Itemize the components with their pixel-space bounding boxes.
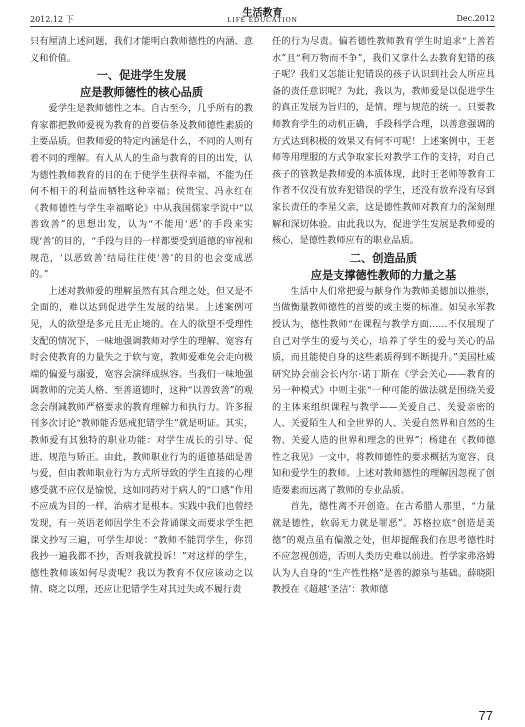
- issue-date-left: 2012.12 下: [30, 15, 74, 24]
- page-number: 77: [478, 708, 493, 723]
- page-header: [30, 6, 495, 28]
- body-paragraph: 爱学生是教师德性之本。自古至今，几乎所有的教育家都把教师爱视为教育的首要信条及教师德性素质的主要品质。但教师爱的特定内涵是什么，不同的人则有着不同的理解。有人从人的生命与教育的目的出发，认为德性教师教育的目的在于使学生获得幸福，不能为任何不相干的利益而牺牲这种幸福；侯贵宝、冯永红在《教师德性与学生幸福略论》中从我国儒家学说中“以善致善”的思想出发，认为“不能用‘恶’的手段来实现‘善’的目的，“手段与目的一样都要受到道德的审视和规范，‘以恶致善’结局往往使‘善’的目的也会变成恶的。”: [30, 103, 253, 281]
- magazine-logo: 生活教育: [242, 8, 283, 19]
- issue-date-right: Dec.2012: [456, 14, 495, 23]
- section2-title: 二、创造品质: [349, 251, 418, 265]
- left-column: [30, 34, 253, 599]
- body-paragraph: 任的行为尽责。偏若德性教师教育学生时追求“上善若水”且“利万物而不争”，我们又拿什么去教育犯错的孩子呢？我们又怎能让犯错误的孩子认识到社会人所应具备的责任意识呢？为此，我以为，教师爱是以促进学生的真正发展为旨归的，是情、理与规范的统一。只要教师教育学生的动机正确，手段科学合理，以善意强调的方式达到积极的效果又有何不可呢！上述案例中，王老师等用理服的方式争取家长对教学工作的支持，对自己孩子的管教是教师爱的本质体现，此时王老师等教育工作者不仅没有放弃犯错误的学生，还没有放弃没有尽到家长责任的李星父亲，这是德性教师对教育力的深刻理解和深切体验。由此我以为，促进学生发展是教师爱的核心，是德性教师应有的职业品质。: [272, 36, 495, 247]
- intro-paragraph: 只有厘清上述问题，我们才能明白教师德性的内涵、意义和价值。: [30, 36, 253, 64]
- body-paragraph: 生活中人们常把爱与献身作为教师美德加以推崇，当做衡量教师德性的首要的或主要的标准。如吴永军教授认为，德性教师“在课程与教学方面……不仅展现了自己对学生的爱与关心，培养了学生的爱与关心的品质，而且能使自身的这些素质得到不断提升。”美国杜威研究协会前会长内尔·诺丁斯在《学会关心——教育的另一种模式》中则主张“一种可能的做法就是围绕关爱的主体来组织课程与教学——关爱自己、关爱亲密的人、关爱陌生人和全世界的人、关爱自然界和自然的生物、关爱人造的世界和理念的世界”；杨建在《教师德性之我见》一文中，将教师德性的要求概括为宽容、良知和爱学生的教师。上述对教师德性的理解因忽视了创造要素而远离了教师的专业品质。: [272, 285, 495, 496]
- header-divider: [30, 26, 495, 27]
- body-paragraph: 上述对教师爱的理解虽然有其合理之处，但又是不全面的，难以达到促进学生发展的结果。上述案例可见，人的欲望是多元且无止境的。在人的欲望不受理性支配的情况下，一味地强调教师对学生的理解、宽容有时会使教育的力量失之于软与宽，教师爱难免会走向极端的偏爱与溺爱，宽容会演绎成纵容。当我们一味地强调教师的完美人格、至善道德时，这种“以善致善”的观念会削减教师严格要求的教育理解力和执行力。许多报刊多次讨论“教师能否惩戒犯错学生”就是明证。其实，教师爱有其独特的职业功能：对学生成长的引导、促进、规范与矫正。由此，教师职业行为的道德基础是善与爱，但由教师职业行为方式所导致的学生直接的心理感受就不应仅是愉悦，这如同药对于病人的“口感”作用不应成为目的一样，治病才是根本。实践中我们也曾经发现，有一英语老师因学生不会背诵课文而要求学生把课文抄写三遍，可学生却说：“教师不能罚学生，你罚我抄一遍我都不抄，否则我就投诉！”对这样的学生，德性教师该如何尽责呢？我以为教育不仅应该动之以情、晓之以理，还应让犯错学生对其过失或不履行责: [30, 285, 253, 596]
- magazine-subtitle: LIFE EDUCATION: [227, 16, 298, 24]
- right-column: [272, 34, 495, 599]
- section2-subtitle: 应是支撑德性教师的力量之基: [310, 268, 457, 282]
- section1-title: 一、促进学生发展: [96, 69, 187, 83]
- section1-subtitle: 应是教师德性的核心品质: [79, 86, 204, 100]
- body-paragraph: 首先，德性离不开创造。在古希腊人那里，“力量就是德性，软弱无力就是罪恶”。苏格拉底“创造是美德”的观点虽有偏激之处，但却提醒我们在思考德性时不应忽视创造，否则人类历史难以前进。哲学家弗洛姆认为人自身的“生产性性格”是善的源泉与基础。薛晓阳教授在《超越‘圣洁’：教师德: [272, 501, 495, 596]
